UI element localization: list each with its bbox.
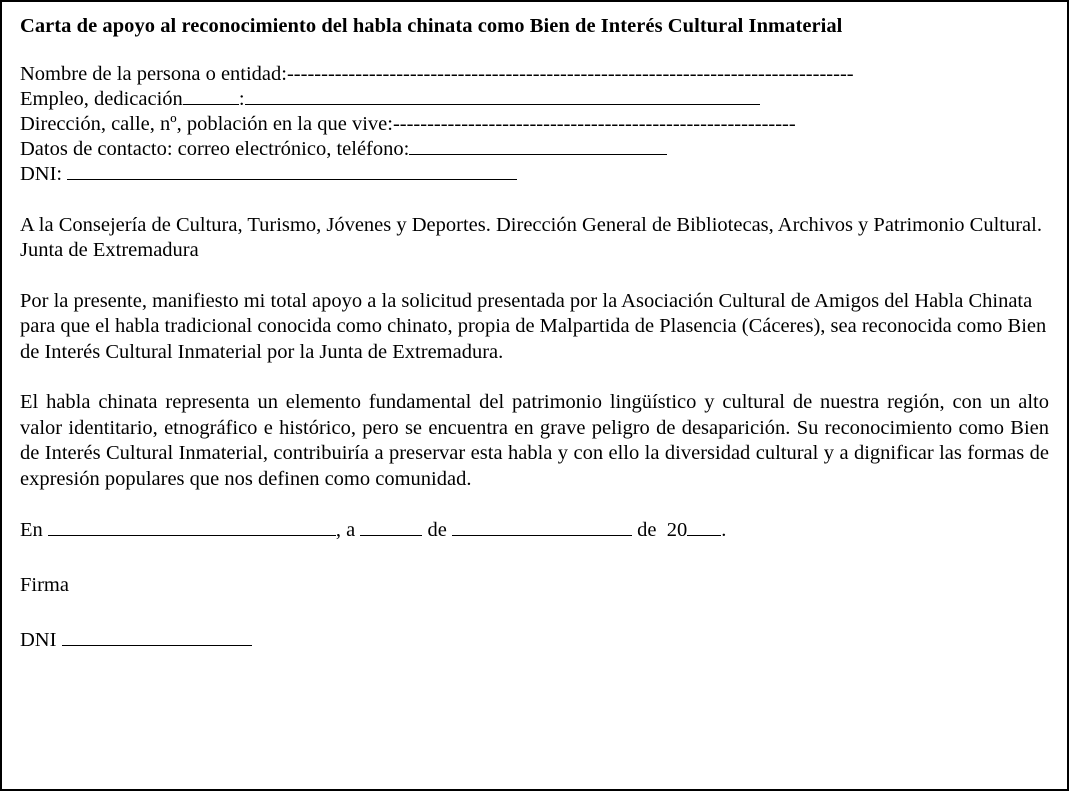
- date-year-prefix: 20: [666, 519, 688, 542]
- gap-after-fields: [20, 187, 1049, 213]
- gap-before-dni-bottom: [20, 598, 1049, 628]
- field-empleo-blank-1[interactable]: [183, 104, 239, 105]
- page-title: Carta de apoyo al reconocimiento del habla chinata como Bien de Interés Cultural Inmaterial: [20, 15, 843, 37]
- paragraph-justification: El habla chinata representa un elemento fundamental del patrimonio lingüístico y cultural de nuestra región, con un alto valor identitario, etnográfico e histórico, pero se encuentra en grave peligro de desaparición. Su reconocimiento como Bien de Interés Cultural Inmaterial, contribuiría a preservar esta habla y con ello la diversidad cultural y a dignificar las formas de expresión populares que nos definen como comunidad.: [20, 391, 1049, 490]
- signature-dni-line: [20, 628, 1049, 653]
- field-empleo-label: Empleo, dedicación: [20, 87, 183, 110]
- date-month-blank[interactable]: [452, 535, 632, 536]
- field-empleo-blank-2[interactable]: [245, 104, 760, 105]
- gap-after-addressee: [20, 264, 1049, 289]
- field-contacto-blank[interactable]: [409, 154, 667, 155]
- signature-date-line: [20, 518, 1049, 543]
- signature-dni-blank[interactable]: [62, 645, 252, 646]
- field-empleo: [20, 87, 1049, 112]
- title-spacer: [20, 40, 1049, 62]
- field-direccion-label: Dirección, calle, nº, población en la que vive:: [20, 112, 393, 135]
- field-dni-top-label: DNI:: [20, 162, 63, 185]
- date-year-blank[interactable]: [687, 535, 721, 536]
- field-direccion: [20, 112, 1049, 137]
- date-comma-a: , a: [335, 519, 356, 542]
- field-dni-top-blank[interactable]: [67, 179, 517, 180]
- field-nombre-fill[interactable]: -----------------------------------------------------------------------------------: [286, 62, 854, 85]
- field-contacto: [20, 137, 1049, 162]
- gap-before-firma: [20, 543, 1049, 573]
- field-direccion-fill[interactable]: -----------------------------------------------------------: [392, 112, 796, 135]
- gap-after-paragraph-2: [20, 492, 1049, 518]
- date-en-label: En: [20, 519, 43, 542]
- field-nombre-label: Nombre de la persona o entidad:: [20, 62, 287, 85]
- date-day-blank[interactable]: [360, 535, 422, 536]
- date-place-blank[interactable]: [48, 535, 336, 536]
- field-dni-top: [20, 162, 1049, 187]
- signature-dni-label: DNI: [20, 629, 57, 652]
- date-de-1: de: [427, 519, 447, 542]
- paragraph-support: Por la presente, manifiesto mi total apoyo a la solicitud presentada por la Asociación Cultural de Amigos del Habla Chinata para que el habla tradicional conocida como chinato, propia de Malpartida de Plasencia (Cáceres), sea reconocida como Bien de Interés Cultural Inmaterial por la Junta de Extremadura.: [20, 289, 1047, 363]
- addressee-block: A la Consejería de Cultura, Turismo, Jóvenes y Deportes. Dirección General de Bibliotecas, Archivos y Patrimonio Cultural. Junta de Extremadura: [20, 213, 1042, 262]
- gap-after-paragraph-1: [20, 365, 1049, 390]
- date-period: .: [721, 519, 727, 542]
- date-de-2: de: [637, 519, 657, 542]
- field-contacto-label: Datos de contacto: correo electrónico, teléfono:: [20, 137, 410, 160]
- firma-line: Firma: [20, 574, 69, 597]
- field-empleo-colon: :: [238, 87, 245, 110]
- field-nombre: [20, 62, 1049, 87]
